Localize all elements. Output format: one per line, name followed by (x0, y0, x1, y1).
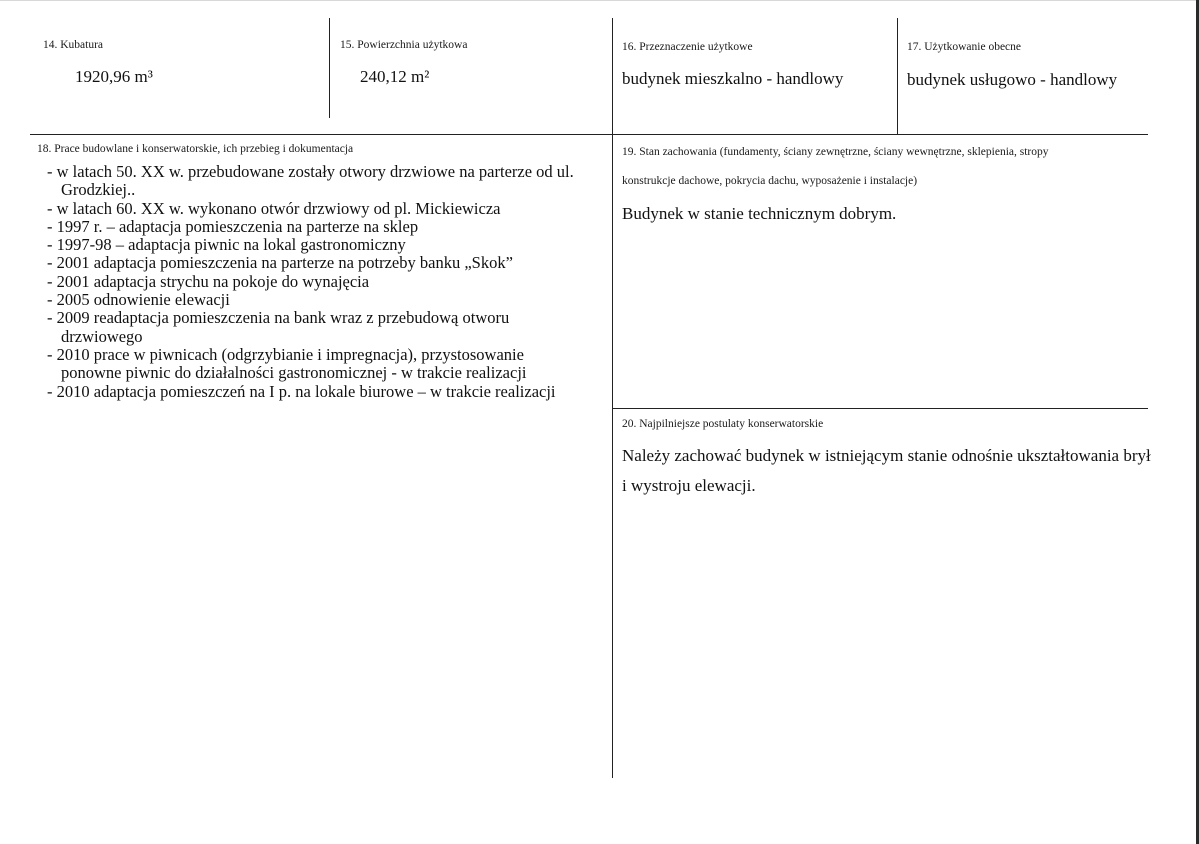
list-item: - 2001 adaptacja strychu na pokoje do wynajęcia (47, 271, 370, 291)
list-item: - w latach 60. XX w. wykonano otwór drzwiowy od pl. Mickiewicza (47, 198, 501, 218)
list-item: - 2005 odnowienie elewacji (47, 290, 230, 310)
kubatura-value: 1920,96 m³ (75, 67, 153, 86)
section19-bottom-line (613, 408, 1148, 409)
powierzchnia-label: 15. Powierzchnia użytkowa (340, 39, 468, 51)
section20-label: 20. Najpilniejsze postulaty konserwatorskie (622, 418, 824, 430)
przeznaczenie-value: budynek mieszkalno - handlowy (622, 69, 844, 88)
list-item: - w latach 50. XX w. przebudowane zostały otwory drzwiowe na parterze od ul. Grodzkiej.. (47, 162, 574, 200)
list-item: - 2009 readaptacja pomieszczenia na bank wraz z przebudową otworu drzwiowego (47, 308, 510, 346)
section19-label-line1: 19. Stan zachowania (fundamenty, ściany zewnętrzne, ściany wewnętrzne, sklepienia, stropy (622, 146, 1049, 158)
list-item: - 1997-98 – adaptacja piwnic na lokal gastronomiczny (47, 235, 406, 255)
list-item: - 2001 adaptacja pomieszczenia na parterze na potrzeby banku „Skok” (47, 253, 513, 273)
list-item: - 2010 prace w piwnicach (odgrzybianie i impregnacja), przystosowanie ponowne piwnic do działalności gastronomicznej - w trakcie realizacji (47, 344, 527, 383)
divider-16-17 (897, 18, 898, 134)
section19-label-line2: konstrukcje dachowe, pokrycia dachu, wyposażenie i instalacje) (622, 175, 918, 187)
uzytkowanie-label: 17. Użytkowanie obecne (907, 41, 1022, 53)
section20-text-line1: Należy zachować budynek w istniejącym stanie odnośnie ukształtowania brył (622, 446, 1151, 465)
list-item: - 1997 r. – adaptacja pomieszczenia na parterze na sklep (47, 216, 419, 236)
divider-main (612, 18, 613, 778)
section18-label: 18. Prace budowlane i konserwatorskie, ich przebieg i dokumentacja (37, 143, 354, 155)
row1-bottom-line (30, 134, 1148, 135)
kubatura-label: 14. Kubatura (43, 39, 104, 51)
list-item: - 2010 adaptacja pomieszczeń na I p. na lokale biurowe – w trakcie realizacji (47, 381, 556, 401)
section19-text: Budynek w stanie technicznym dobrym. (622, 204, 897, 223)
section20-text-line2: i wystroju elewacji. (622, 476, 756, 495)
powierzchnia-value: 240,12 m² (360, 67, 430, 86)
page-top-edge (0, 0, 1199, 1)
works-list (47, 163, 587, 401)
uzytkowanie-value: budynek usługowo - handlowy (907, 70, 1118, 89)
przeznaczenie-label: 16. Przeznaczenie użytkowe (622, 41, 753, 53)
divider-14-15 (329, 18, 330, 118)
